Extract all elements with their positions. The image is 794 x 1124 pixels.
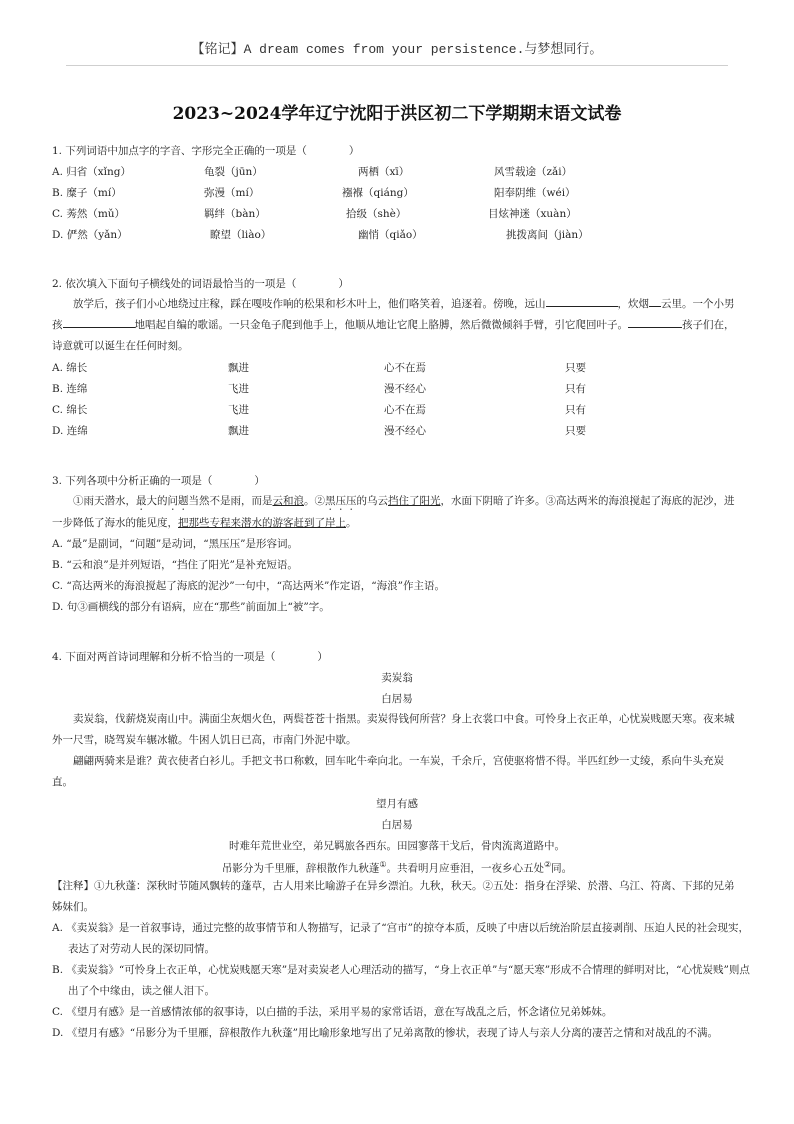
q2-b-4: 只有 [565,383,586,395]
q3-text-6: ，水面下阴暗了许多。③高达两米的海浪搅起了海底的 [440,495,693,507]
poem2-line-1: 时难年荒世业空，弟兄羁旅各西东。田园寥落干戈后，骨肉流离道路中。 [229,840,565,852]
q1-a-2: 龟裂（jūn） [204,166,263,178]
poem1-author: 白居易 [381,693,413,705]
q2-c-1: C. 绵长 [52,404,88,416]
q2-b-2: 飞进 [228,383,249,395]
poem1-paragraph-1: 卖炭翁，伐薪烧炭南山中。满面尘灰烟火色，两鬓苍苍十指黑。卖炭得钱何所营？身上衣裳口中食。可怜身上衣正单，心忧炭贱愿天寒。夜来城外一尺雪，晓驾炭车辗冰辙。牛困人饥日已高，市南门外泥中歇。 [52,713,735,746]
q2-c-2: 飞进 [228,404,249,416]
poem1-paragraph-2: 翩翩两骑来是谁？黄衣使者白衫儿。手把文书口称敕，回车叱牛牵向北。一车炭，千余斤，宫使驱将惜不得。半匹红纱一丈绫，系向牛头充炭直。 [52,755,724,788]
q3-text-7: 泥沙，进一步降低了海水的能见度， [52,495,735,529]
q2-b-3: 漫不经心 [384,383,426,395]
q1-c-4: 目炫神迷（xuàn） [488,208,577,220]
poem2-line-2 [0,857,794,877]
q1-d-1: D. 俨然（yǎn） [52,229,128,241]
q2-b-1: B. 连绵 [52,383,88,395]
q1-b-3: 襁褓（qiáng） [342,187,414,199]
q3-underlined-3: 把那些专程来潜水的游客赶到了岸上 [178,517,346,529]
poem2-title: 望月有感 [376,798,418,810]
q3-dotted-2: 问题 [167,495,189,507]
q2-text-1: 放学后，孩子们小心地绕过庄稼，踩在嘎吱作响的松果和杉木叶上，他们咯笑着，追逐着。傍晚，远山 [73,298,546,310]
q2-blank-4 [628,315,682,328]
q2-a-4: 只要 [565,362,586,374]
q3-option-b: B. “云和浪”是并列短语，“挡住了阳光”是补充短语。 [52,559,298,571]
q1-d-4: 挑拨离间（jiàn） [506,229,589,241]
q1-d-2: 瞭望（liào） [210,229,272,241]
poem-notes: 【注释】①九秋蓬：深秋时节随风飘转的蓬草，古人用来比喻游子在异乡漂泊。九秋，秋天。②五处：指身在浮梁、於潜、乌江、符离、下邽的兄弟姊妹们。 [52,880,735,913]
poem2-line-2-a: 吊影分为千里雁，辞根散作九秋蓬 [221,862,380,875]
q2-text-6: 子。 [607,319,628,331]
q1-b-4: 阳奉阴维（wéi） [494,187,576,199]
q2-blank-2 [649,294,661,307]
q3-dotted-1: 最 [136,495,147,507]
motto-english: A dream comes from your persistence. [243,42,525,57]
q2-text-4: 个小男孩 [52,298,735,331]
q3-option-a: A. “最”是副词，“问题”是动词，“黑压压”是形容词。 [52,538,298,550]
poem2-author: 白居易 [381,819,413,831]
q4-option-b: B. 《卖炭翁》“可怜身上衣正单，心忧炭贱愿天寒”是对卖炭老人心理活动的描写，“身上衣正单”与“愿天寒”形成不合情理的鲜明对比，“心忧炭贱”则点出了个中缘由，读之催人泪下。 [52,964,750,997]
q3-text-1: ①雨天潜水， [73,495,136,507]
q2-a-1: A. 绵长 [52,362,88,374]
q3-text-3: 当然不是雨，而是 [188,495,273,507]
q2-text-3: 云里。一 [661,298,703,310]
q3-text-8: 。 [346,517,357,529]
q3-dotted-3: 黑压压 [325,495,357,507]
q1-a-3: 两栖（xī） [358,166,410,178]
footnote-mark-2: ② [544,860,552,869]
q3-underlined-1: 云和浪 [272,495,304,507]
q2-a-2: 飘进 [228,362,249,374]
page-title: 2023~2024学年辽宁沈阳于洪区初二下学期期末语文试卷 [172,104,622,124]
q2-blank-1 [546,294,618,307]
q3-underlined-2: 挡住了阳光 [388,495,441,507]
q3-option-d: D. 句③画横线的部分有语病，应在“那些”前面加上“被”字。 [52,601,330,613]
q3-option-c: C. “高达两米的海浪搅起了海底的泥沙”一句中，“高达两米”作定语，“海浪”作主语。 [52,580,446,592]
q3-text-4: 。② [304,495,325,507]
q2-a-3: 心不在焉 [384,362,426,374]
q3-text-2: 大的 [146,495,168,507]
motto-prefix: 【铭记】 [191,42,244,57]
q4-option-d: D. 《望月有感》“吊影分为千里雁，辞根散作九秋蓬”用比喻形象地写出了兄弟离散的惨状，表现了诗人与亲人分离的凄苦之情和对战乱的不满。 [52,1027,718,1039]
q4-option-c: C. 《望月有感》是一首感情浓郁的叙事诗，以白描的手法，采用平易的家常话语，意在写战乱之后，怀念诸位兄弟姊妹。 [52,1006,613,1018]
poem1-title: 卖炭翁 [381,672,413,684]
q2-d-2: 飘进 [228,425,249,437]
q2-passage [52,294,742,357]
poem2-line-2-b: 。共看明月应垂泪，一夜乡心五处 [386,862,544,875]
header-divider [66,65,728,66]
q4-option-a: A. 《卖炭翁》是一首叙事诗，通过完整的故事情节和人物描写，记录了“宫市”的掠夺本质，反映了中唐以后统治阶层直接剥削、压迫人民的社会现实，表达了对劳动人民的深切同情。 [52,922,749,955]
poem2-line-2-c: 同。 [551,862,573,875]
motto-header [0,38,794,57]
q3-text-5: 的乌云 [356,495,388,507]
q2-blank-3 [63,315,135,328]
q2-text-5: 地唱起自编的歌谣。一只金龟子爬到他手上，他顺从地让它爬上胳膊，然后微微倾斜手臂，引它爬回叶 [134,319,607,331]
q1-d-3: 幽悄（qiǎo） [358,229,423,241]
q2-stem: 2. 依次填入下面句子横线处的词语最恰当的一项是（ ） [52,278,349,290]
q3-stem: 3. 下列各项中分析正确的一项是（ ） [52,475,265,487]
q2-d-1: D. 连绵 [52,425,88,437]
q2-text-7: 孩子们在，诗意就可以诞生在任何时刻。 [52,319,735,352]
q1-c-3: 拾级（shè） [346,208,407,220]
q1-c-2: 羁绊（bàn） [204,208,266,220]
q1-a-1: A. 归省（xǐng） [52,166,132,178]
q1-stem: 1. 下列词语中加点字的字音、字形完全正确的一项是（ ） [52,145,360,157]
footnote-mark-1: ① [379,860,387,869]
q2-text-2: ，炊烟 [617,298,649,310]
q2-d-3: 漫不经心 [384,425,426,437]
q2-d-4: 只要 [565,425,586,437]
q1-b-1: B. 糜子（mí） [52,187,122,199]
q1-a-4: 风雪载途（zǎi） [494,166,573,178]
q2-c-3: 心不在焉 [384,404,426,416]
motto-suffix: 与梦想同行。 [524,42,603,57]
q1-c-1: C. 莠然（mǔ） [52,208,126,220]
q1-b-2: 弥漫（mí） [204,187,260,199]
q4-stem: 4. 下面对两首诗词理解和分析不恰当的一项是（ ） [52,651,328,663]
q2-c-4: 只有 [565,404,586,416]
q3-passage [52,491,742,534]
